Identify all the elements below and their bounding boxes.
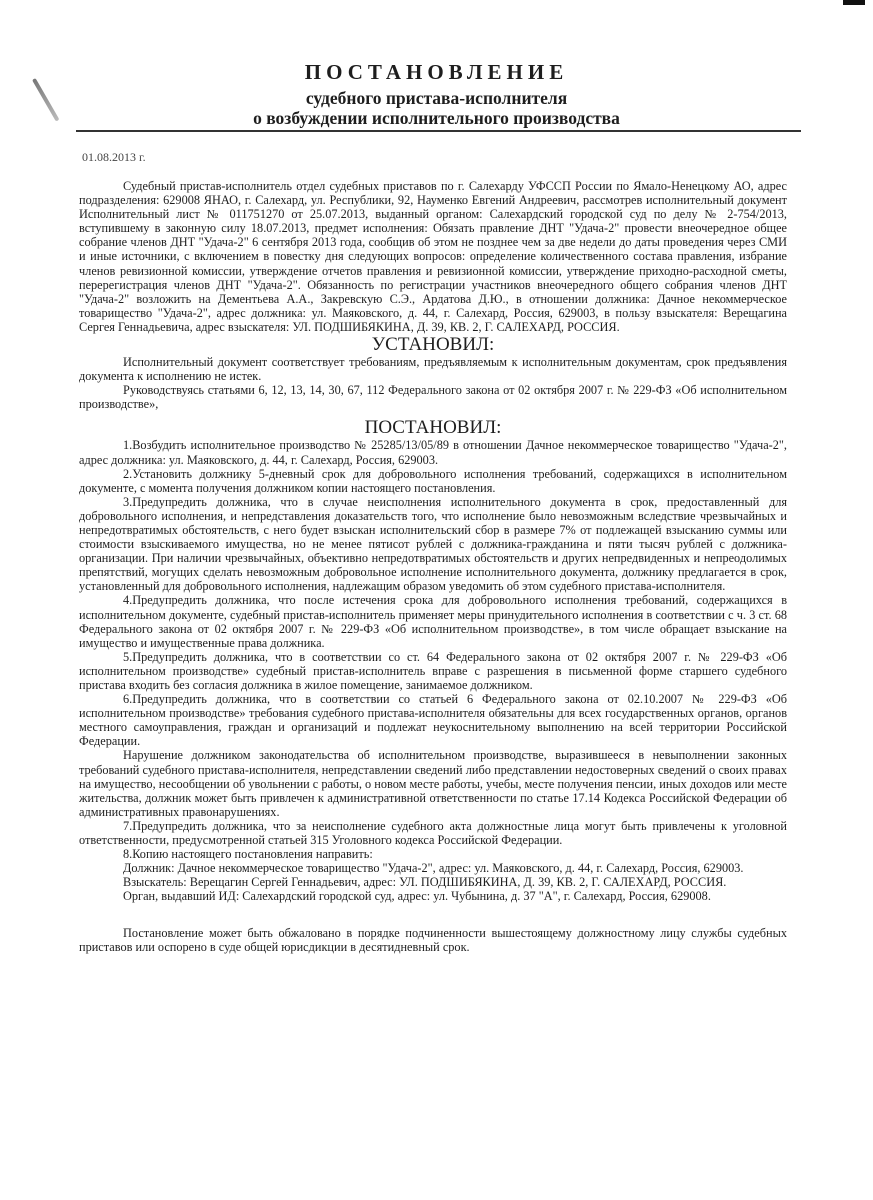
- recipient-claimant: Взыскатель: Верещагин Сергей Геннадьевич, адрес: УЛ. ПОДШИБЯКИНА, Д. 39, КВ. 2, Г. САЛЕХАРД, РОССИЯ.: [123, 875, 727, 890]
- established-paragraph: Исполнительный документ соответствует требованиям, предъявляемым к исполнительным документам, срок предъявления документа к исполнению не истек.: [79, 355, 787, 384]
- resolution-item: Нарушение должником законодательства об исполнительном производстве, выразившееся в невыполнении законных требований судебного пристава-исполнителя, непредставлении сведений либо представлении недостоверных сведений о своих правах на имущество, несообщении об увольнении с работы, о новом месте работы, учебы, месте получения пенсии, иных доходов или месте жительства, должник может быть привлечен к административной ответственности по статье 17.14 Кодекса Российской Федерации об административных правонарушениях.: [79, 748, 787, 819]
- document-subtitle-2: о возбуждении исполнительного производства: [253, 108, 620, 128]
- intro-paragraph: Судебный пристав-исполнитель отдел судебных приставов по г. Салехарду УФССП России по Ямало-Ненецкому АО, адрес подразделения: 629008 ЯНАО, г. Салехард, ул. Республики, 92, Науменко Евгений Андреевич, рассмотрев исполнительный документ Исполнительный лист № 011751270 от 25.07.2013, выданный органом: Салехардский городской суд по делу № 2-754/2013, вступившему в законную силу 18.07.2013, предмет исполнения: Обязать правление ДНТ "Удача-2" провести внеочередное общее собрание членов ДНТ "Удача-2" 6 сентября 2013 года, сообщив об этом не позднее чем за две недели до даты проведения через СМИ и иные источники, с включением в повестку дня следующих вопросов: определение количественного состава правления, избрание членов ревизионной комиссии, утверждение отчетов правления и ревизионной комиссии, утверждение приходно-расходной сметы, перерегистрация членов ДНТ "Удача-2". Обязанность по регистрации участников внеочередного общего собрания членов ДНТ "Удача-2" возложить на Дементьева А.А., Закревскую С.Э., Ардатова Д.Ю., в отношении должника: Дачное некоммерческое товарищество "Удача-2", адрес должника: ул. Маяковского, д. 44, г. Салехард, Россия, 629003, в пользу взыскателя: Верещагина Сергея Геннадьевича, адрес взыскателя: УЛ. ПОДШИБЯКИНА, Д. 39, КВ. 2, Г. САЛЕХАРД, РОССИЯ.: [79, 179, 787, 334]
- resolution-item: 4.Предупредить должника, что после истечения срока для добровольного исполнения требований, содержащихся в исполнительном документе, судебный пристав-исполнитель применяет меры принудительного исполнения в соответствии с ч. 3 ст. 68 Федерального закона от 02 октября 2007 г. № 229-ФЗ «Об исполнительном производстве», в том числе обращает взыскание на имущество и имущественные права должника.: [79, 593, 787, 650]
- resolution-item: 3.Предупредить должника, что в случае неисполнения исполнительного документа в срок, предоставленный для добровольного исполнения, и непредставления доказательств того, что исполнение было невозможным вследствие чрезвычайных и непредотвратимых обстоятельств, с него будет взыскан исполнительский сбор в размере 7% от подлежащей взысканию суммы или стоимости взыскиваемого имущества, но не менее пятисот рублей с должника-гражданина и пяти тысяч рублей с должника-организации. При наличии чрезвычайных, объективно непредотвратимых обстоятельств и других непредвиденных и непреодолимых препятствий, могущих сделать невозможным добровольное исполнение исполнительного документа, должнику предлагается в срок, установленный для добровольного исполнения, надлежащим образом уведомить об этом судебного пристава-исполнителя.: [79, 494, 787, 594]
- section-heading-established: УСТАНОВИЛ:: [371, 334, 495, 356]
- resolution-item: 8.Копию настоящего постановления направить:: [123, 847, 373, 862]
- section-heading-resolved: ПОСТАНОВИЛ:: [364, 417, 502, 439]
- established-paragraph: Руководствуясь статьями 6, 12, 13, 14, 30, 67, 112 Федерального закона от 02 октября 2007 г. № 229-ФЗ «Об исполнительном производстве»,: [79, 383, 787, 412]
- resolution-item: 5.Предупредить должника, что в соответствии со ст. 64 Федерального закона от 02 октября 2007 г. № 229-ФЗ «Об исполнительном производстве» судебный пристав-исполнитель вправе с разрешения в письменной форме старшего судебного пристава входить без согласия должника в жилое помещение, занимаемое должником.: [79, 649, 787, 692]
- recipient-debtor: Должник: Дачное некоммерческое товарищество "Удача-2", адрес: ул. Маяковского, д. 44, г. Салехард, Россия, 629003.: [123, 861, 744, 876]
- resolution-item: 6.Предупредить должника, что в соответствии со статьей 6 Федерального закона от 02.10.2007 № 229-ФЗ «Об исполнительном производстве» требования судебного пристава-исполнителя обязательны для всех государственных органов, органов местного самоуправления, граждан и организаций и подлежат неукоснительному выполнению на всей территории Российской Федерации.: [79, 692, 787, 749]
- resolution-item: 1.Возбудить исполнительное производство № 25285/13/05/89 в отношении Дачное некоммерческое товарищество "Удача-2", адрес должника: ул. Маяковского, д. 44, г. Салехард, Россия, 629003.: [79, 438, 787, 467]
- document-date: 01.08.2013 г.: [82, 150, 146, 164]
- resolution-item: 2.Установить должнику 5-дневный срок для добровольного исполнения требований, содержащихся в исполнительном документе, с момента получения должником копии настоящего постановления.: [79, 466, 787, 495]
- resolution-item: 7.Предупредить должника, что за неисполнение судебного акта должностные лица могут быть привлечены к уголовной ответственности, предусмотренной статьей 315 Уголовного кодекса Российской Федерации.: [79, 818, 787, 848]
- appeal-notice: Постановление может быть обжаловано в порядке подчиненности вышестоящему должностному лицу службы судебных приставов или оспорено в суде общей юрисдикции в десятидневный срок.: [79, 925, 787, 954]
- document-title: ПОСТАНОВЛЕНИЕ: [304, 60, 569, 84]
- document-subtitle: судебного пристава-исполнителя: [305, 88, 568, 108]
- document-body: [79, 179, 787, 954]
- scan-corner-mark: [843, 0, 865, 5]
- recipient-issuing-body: Орган, выдавший ИД: Салехардский городской суд, адрес: ул. Чубынина, д. 37 "А", г. Салехард, Россия, 629008.: [123, 889, 711, 904]
- header-divider: [76, 130, 801, 132]
